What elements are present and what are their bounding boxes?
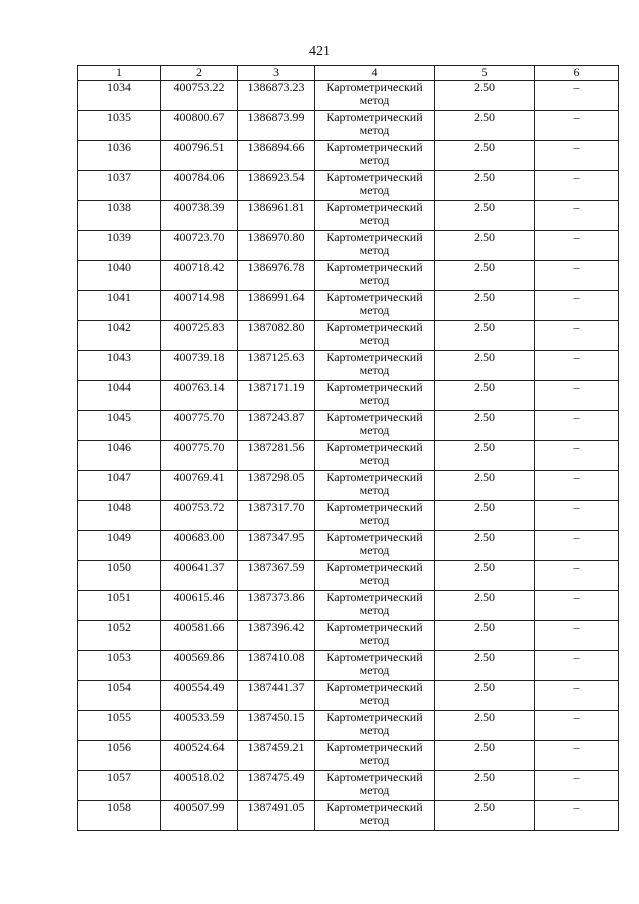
header-col-2: 2 bbox=[161, 66, 238, 81]
method-line-1: Картометрический bbox=[326, 110, 423, 124]
method-line-2: метод bbox=[359, 453, 390, 467]
method-line-2: метод bbox=[359, 213, 390, 227]
y-coordinate-cell: 1386961.81 bbox=[238, 201, 315, 231]
accuracy-cell: 2.50 bbox=[435, 381, 535, 411]
table-row bbox=[78, 231, 619, 261]
method-line-1: Картометрический bbox=[326, 290, 423, 304]
note-cell: – bbox=[535, 651, 619, 681]
method-cell bbox=[315, 321, 435, 351]
point-number-cell: 1041 bbox=[78, 291, 161, 321]
coordinates-table bbox=[77, 65, 619, 831]
method-cell bbox=[315, 111, 435, 141]
note-cell: – bbox=[535, 321, 619, 351]
method-cell bbox=[315, 291, 435, 321]
table-row bbox=[78, 81, 619, 111]
y-coordinate-cell: 1386873.99 bbox=[238, 111, 315, 141]
note-cell: – bbox=[535, 621, 619, 651]
table-row bbox=[78, 591, 619, 621]
note-cell: – bbox=[535, 471, 619, 501]
method-cell bbox=[315, 441, 435, 471]
y-coordinate-cell: 1387367.59 bbox=[238, 561, 315, 591]
accuracy-cell: 2.50 bbox=[435, 681, 535, 711]
table-row bbox=[78, 291, 619, 321]
method-cell bbox=[315, 201, 435, 231]
table-row bbox=[78, 471, 619, 501]
method-line-2: метод bbox=[359, 363, 390, 377]
method-line-2: метод bbox=[359, 633, 390, 647]
method-line-1: Картометрический bbox=[326, 320, 423, 334]
method-line-2: метод bbox=[359, 543, 390, 557]
method-line-1: Картометрический bbox=[326, 440, 423, 454]
y-coordinate-cell: 1387281.56 bbox=[238, 441, 315, 471]
table-row bbox=[78, 741, 619, 771]
method-cell bbox=[315, 771, 435, 801]
method-cell bbox=[315, 231, 435, 261]
y-coordinate-cell: 1386873.23 bbox=[238, 81, 315, 111]
page-number: 421 bbox=[309, 44, 330, 59]
x-coordinate-cell: 400683.00 bbox=[161, 531, 238, 561]
accuracy-cell: 2.50 bbox=[435, 411, 535, 441]
note-cell: – bbox=[535, 351, 619, 381]
method-line-1: Картометрический bbox=[326, 80, 423, 94]
x-coordinate-cell: 400796.51 bbox=[161, 141, 238, 171]
table-row bbox=[78, 531, 619, 561]
table-row bbox=[78, 561, 619, 591]
header-col-5: 5 bbox=[435, 66, 535, 81]
accuracy-cell: 2.50 bbox=[435, 261, 535, 291]
method-cell bbox=[315, 261, 435, 291]
accuracy-cell: 2.50 bbox=[435, 111, 535, 141]
method-line-2: метод bbox=[359, 93, 390, 107]
accuracy-cell: 2.50 bbox=[435, 471, 535, 501]
method-line-2: метод bbox=[359, 483, 390, 497]
method-line-1: Картометрический bbox=[326, 470, 423, 484]
point-number-cell: 1047 bbox=[78, 471, 161, 501]
point-number-cell: 1048 bbox=[78, 501, 161, 531]
method-line-1: Картометрический bbox=[326, 410, 423, 424]
table-header bbox=[78, 66, 619, 81]
method-line-1: Картометрический bbox=[326, 350, 423, 364]
method-line-2: метод bbox=[359, 513, 390, 527]
method-line-2: метод bbox=[359, 123, 390, 137]
header-col-4: 4 bbox=[315, 66, 435, 81]
note-cell: – bbox=[535, 771, 619, 801]
note-cell: – bbox=[535, 411, 619, 441]
method-cell bbox=[315, 81, 435, 111]
y-coordinate-cell: 1387459.21 bbox=[238, 741, 315, 771]
table-row bbox=[78, 651, 619, 681]
method-line-1: Картометрический bbox=[326, 770, 423, 784]
method-cell bbox=[315, 471, 435, 501]
method-line-2: метод bbox=[359, 603, 390, 617]
point-number-cell: 1039 bbox=[78, 231, 161, 261]
x-coordinate-cell: 400507.99 bbox=[161, 801, 238, 831]
accuracy-cell: 2.50 bbox=[435, 621, 535, 651]
y-coordinate-cell: 1387125.63 bbox=[238, 351, 315, 381]
table-row bbox=[78, 681, 619, 711]
method-line-2: метод bbox=[359, 303, 390, 317]
method-line-2: метод bbox=[359, 813, 390, 827]
point-number-cell: 1044 bbox=[78, 381, 161, 411]
accuracy-cell: 2.50 bbox=[435, 591, 535, 621]
accuracy-cell: 2.50 bbox=[435, 561, 535, 591]
note-cell: – bbox=[535, 531, 619, 561]
x-coordinate-cell: 400524.64 bbox=[161, 741, 238, 771]
table-row bbox=[78, 621, 619, 651]
x-coordinate-cell: 400641.37 bbox=[161, 561, 238, 591]
method-line-1: Картометрический bbox=[326, 230, 423, 244]
x-coordinate-cell: 400714.98 bbox=[161, 291, 238, 321]
x-coordinate-cell: 400753.72 bbox=[161, 501, 238, 531]
x-coordinate-cell: 400763.14 bbox=[161, 381, 238, 411]
x-coordinate-cell: 400615.46 bbox=[161, 591, 238, 621]
x-coordinate-cell: 400718.42 bbox=[161, 261, 238, 291]
header-row bbox=[78, 66, 619, 81]
method-line-2: метод bbox=[359, 243, 390, 257]
method-cell bbox=[315, 591, 435, 621]
method-line-2: метод bbox=[359, 663, 390, 677]
note-cell: – bbox=[535, 171, 619, 201]
method-line-2: метод bbox=[359, 723, 390, 737]
method-cell bbox=[315, 621, 435, 651]
y-coordinate-cell: 1387475.49 bbox=[238, 771, 315, 801]
point-number-cell: 1054 bbox=[78, 681, 161, 711]
x-coordinate-cell: 400581.66 bbox=[161, 621, 238, 651]
method-cell bbox=[315, 711, 435, 741]
accuracy-cell: 2.50 bbox=[435, 141, 535, 171]
accuracy-cell: 2.50 bbox=[435, 201, 535, 231]
note-cell: – bbox=[535, 681, 619, 711]
note-cell: – bbox=[535, 711, 619, 741]
y-coordinate-cell: 1387410.08 bbox=[238, 651, 315, 681]
table-row bbox=[78, 411, 619, 441]
note-cell: – bbox=[535, 201, 619, 231]
method-line-2: метод bbox=[359, 423, 390, 437]
method-line-1: Картометрический bbox=[326, 380, 423, 394]
point-number-cell: 1040 bbox=[78, 261, 161, 291]
note-cell: – bbox=[535, 441, 619, 471]
table-row bbox=[78, 141, 619, 171]
header-col-6: 6 bbox=[535, 66, 619, 81]
table-row bbox=[78, 501, 619, 531]
point-number-cell: 1058 bbox=[78, 801, 161, 831]
point-number-cell: 1034 bbox=[78, 81, 161, 111]
table-row bbox=[78, 201, 619, 231]
method-line-2: метод bbox=[359, 393, 390, 407]
accuracy-cell: 2.50 bbox=[435, 801, 535, 831]
point-number-cell: 1056 bbox=[78, 741, 161, 771]
x-coordinate-cell: 400753.22 bbox=[161, 81, 238, 111]
method-cell bbox=[315, 681, 435, 711]
method-line-2: метод bbox=[359, 153, 390, 167]
method-line-1: Картометрический bbox=[326, 170, 423, 184]
accuracy-cell: 2.50 bbox=[435, 711, 535, 741]
y-coordinate-cell: 1387317.70 bbox=[238, 501, 315, 531]
method-cell bbox=[315, 411, 435, 441]
point-number-cell: 1035 bbox=[78, 111, 161, 141]
x-coordinate-cell: 400518.02 bbox=[161, 771, 238, 801]
accuracy-cell: 2.50 bbox=[435, 741, 535, 771]
accuracy-cell: 2.50 bbox=[435, 231, 535, 261]
table-row bbox=[78, 351, 619, 381]
table-row bbox=[78, 381, 619, 411]
note-cell: – bbox=[535, 111, 619, 141]
method-cell bbox=[315, 741, 435, 771]
table-row bbox=[78, 711, 619, 741]
accuracy-cell: 2.50 bbox=[435, 171, 535, 201]
method-cell bbox=[315, 171, 435, 201]
y-coordinate-cell: 1386991.64 bbox=[238, 291, 315, 321]
note-cell: – bbox=[535, 501, 619, 531]
table-body bbox=[78, 81, 619, 831]
method-cell bbox=[315, 801, 435, 831]
y-coordinate-cell: 1386976.78 bbox=[238, 261, 315, 291]
y-coordinate-cell: 1387450.15 bbox=[238, 711, 315, 741]
accuracy-cell: 2.50 bbox=[435, 441, 535, 471]
point-number-cell: 1043 bbox=[78, 351, 161, 381]
note-cell: – bbox=[535, 231, 619, 261]
method-line-2: метод bbox=[359, 573, 390, 587]
header-col-1: 1 bbox=[78, 66, 161, 81]
x-coordinate-cell: 400775.70 bbox=[161, 411, 238, 441]
method-line-1: Картометрический bbox=[326, 140, 423, 154]
note-cell: – bbox=[535, 261, 619, 291]
method-line-1: Картометрический bbox=[326, 740, 423, 754]
method-line-1: Картометрический bbox=[326, 680, 423, 694]
x-coordinate-cell: 400739.18 bbox=[161, 351, 238, 381]
table-row bbox=[78, 801, 619, 831]
table-row bbox=[78, 771, 619, 801]
table-row bbox=[78, 171, 619, 201]
y-coordinate-cell: 1386894.66 bbox=[238, 141, 315, 171]
accuracy-cell: 2.50 bbox=[435, 321, 535, 351]
note-cell: – bbox=[535, 591, 619, 621]
y-coordinate-cell: 1387491.05 bbox=[238, 801, 315, 831]
x-coordinate-cell: 400533.59 bbox=[161, 711, 238, 741]
x-coordinate-cell: 400775.70 bbox=[161, 441, 238, 471]
accuracy-cell: 2.50 bbox=[435, 351, 535, 381]
method-line-1: Картометрический bbox=[326, 800, 423, 814]
x-coordinate-cell: 400738.39 bbox=[161, 201, 238, 231]
y-coordinate-cell: 1387298.05 bbox=[238, 471, 315, 501]
point-number-cell: 1046 bbox=[78, 441, 161, 471]
method-cell bbox=[315, 501, 435, 531]
accuracy-cell: 2.50 bbox=[435, 771, 535, 801]
header-col-3: 3 bbox=[238, 66, 315, 81]
method-line-2: метод bbox=[359, 783, 390, 797]
method-line-1: Картометрический bbox=[326, 500, 423, 514]
y-coordinate-cell: 1387347.95 bbox=[238, 531, 315, 561]
method-cell bbox=[315, 561, 435, 591]
y-coordinate-cell: 1387171.19 bbox=[238, 381, 315, 411]
x-coordinate-cell: 400800.67 bbox=[161, 111, 238, 141]
note-cell: – bbox=[535, 291, 619, 321]
method-line-1: Картометрический bbox=[326, 620, 423, 634]
x-coordinate-cell: 400554.49 bbox=[161, 681, 238, 711]
point-number-cell: 1037 bbox=[78, 171, 161, 201]
accuracy-cell: 2.50 bbox=[435, 531, 535, 561]
y-coordinate-cell: 1387396.42 bbox=[238, 621, 315, 651]
y-coordinate-cell: 1386923.54 bbox=[238, 171, 315, 201]
method-line-2: метод bbox=[359, 333, 390, 347]
method-line-1: Картометрический bbox=[326, 530, 423, 544]
x-coordinate-cell: 400723.70 bbox=[161, 231, 238, 261]
point-number-cell: 1049 bbox=[78, 531, 161, 561]
y-coordinate-cell: 1387082.80 bbox=[238, 321, 315, 351]
table-row bbox=[78, 441, 619, 471]
point-number-cell: 1051 bbox=[78, 591, 161, 621]
note-cell: – bbox=[535, 81, 619, 111]
point-number-cell: 1045 bbox=[78, 411, 161, 441]
accuracy-cell: 2.50 bbox=[435, 651, 535, 681]
point-number-cell: 1052 bbox=[78, 621, 161, 651]
method-cell bbox=[315, 651, 435, 681]
method-line-2: метод bbox=[359, 693, 390, 707]
method-line-2: метод bbox=[359, 273, 390, 287]
y-coordinate-cell: 1387243.87 bbox=[238, 411, 315, 441]
table-row bbox=[78, 321, 619, 351]
method-line-1: Картометрический bbox=[326, 590, 423, 604]
x-coordinate-cell: 400569.86 bbox=[161, 651, 238, 681]
method-line-1: Картометрический bbox=[326, 710, 423, 724]
table-row bbox=[78, 261, 619, 291]
accuracy-cell: 2.50 bbox=[435, 291, 535, 321]
table-row bbox=[78, 111, 619, 141]
x-coordinate-cell: 400784.06 bbox=[161, 171, 238, 201]
accuracy-cell: 2.50 bbox=[435, 501, 535, 531]
y-coordinate-cell: 1387441.37 bbox=[238, 681, 315, 711]
x-coordinate-cell: 400769.41 bbox=[161, 471, 238, 501]
method-line-2: метод bbox=[359, 753, 390, 767]
note-cell: – bbox=[535, 381, 619, 411]
note-cell: – bbox=[535, 141, 619, 171]
y-coordinate-cell: 1386970.80 bbox=[238, 231, 315, 261]
method-cell bbox=[315, 381, 435, 411]
point-number-cell: 1055 bbox=[78, 711, 161, 741]
point-number-cell: 1038 bbox=[78, 201, 161, 231]
method-line-1: Картометрический bbox=[326, 200, 423, 214]
method-line-2: метод bbox=[359, 183, 390, 197]
point-number-cell: 1053 bbox=[78, 651, 161, 681]
method-line-1: Картометрический bbox=[326, 260, 423, 274]
method-line-1: Картометрический bbox=[326, 650, 423, 664]
x-coordinate-cell: 400725.83 bbox=[161, 321, 238, 351]
method-cell bbox=[315, 141, 435, 171]
note-cell: – bbox=[535, 741, 619, 771]
method-cell bbox=[315, 531, 435, 561]
method-cell bbox=[315, 351, 435, 381]
note-cell: – bbox=[535, 801, 619, 831]
accuracy-cell: 2.50 bbox=[435, 81, 535, 111]
note-cell: – bbox=[535, 561, 619, 591]
point-number-cell: 1036 bbox=[78, 141, 161, 171]
point-number-cell: 1050 bbox=[78, 561, 161, 591]
point-number-cell: 1057 bbox=[78, 771, 161, 801]
method-line-1: Картометрический bbox=[326, 560, 423, 574]
point-number-cell: 1042 bbox=[78, 321, 161, 351]
y-coordinate-cell: 1387373.86 bbox=[238, 591, 315, 621]
